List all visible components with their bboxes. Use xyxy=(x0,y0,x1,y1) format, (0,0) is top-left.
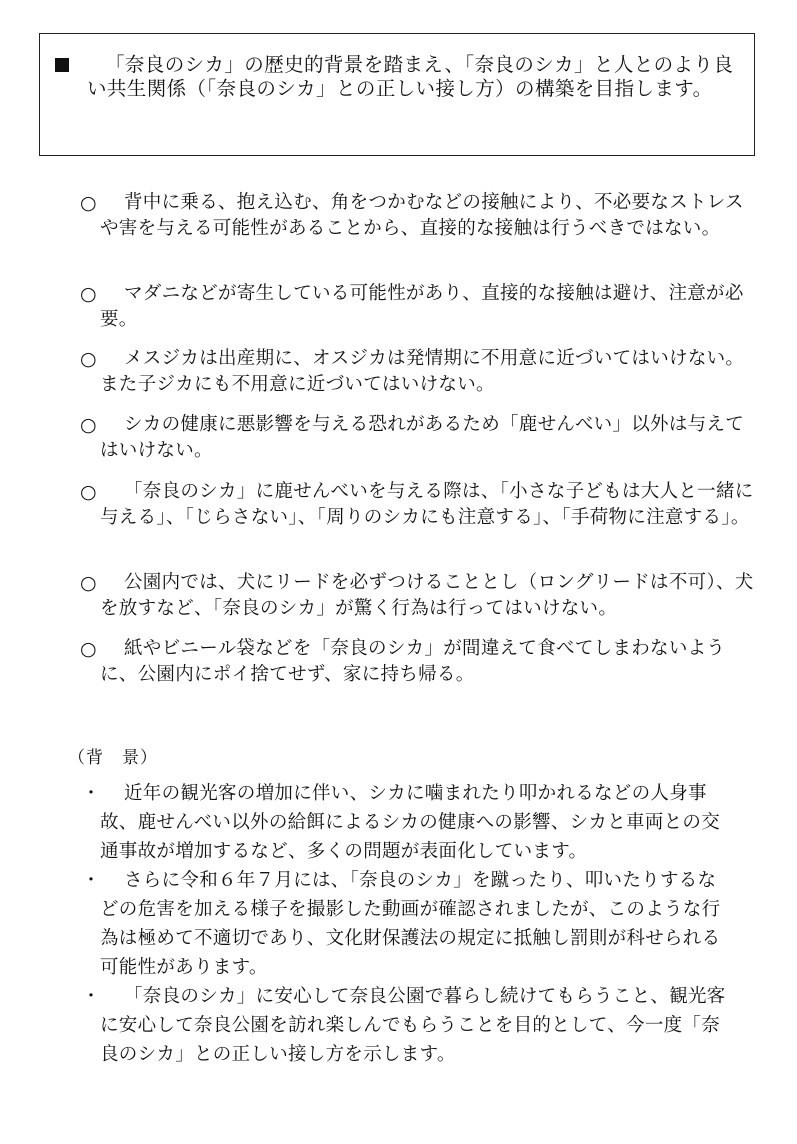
circle-bullet-icon: ○ xyxy=(80,414,97,436)
background-item xyxy=(82,866,732,982)
background-text: 「奈良のシカ」に安心して奈良公園で暮らし続けてもらうこと、観光客に安心して奈良公園を訪れ楽しんでもらうことを目的として、今一度「奈良のシカ」との正しい接し方を示します。 xyxy=(100,986,726,1065)
rule-text: マダニなどが寄生している可能性があり、直接的な接触は避け、注意が必要。 xyxy=(100,283,744,330)
rule-item xyxy=(80,346,760,397)
dot-bullet-icon: ・ xyxy=(82,870,100,891)
circle-bullet-icon: ○ xyxy=(80,192,97,214)
rule-item xyxy=(80,636,760,687)
background-text: 近年の観光客の増加に伴い、シカに噛まれたり叩かれるなどの人身事故、鹿せんべい以外の給餌によるシカの健康への影響、シカと車両との交通事故が増加するなど、多くの問題が表面化しています。 xyxy=(100,783,721,862)
background-item xyxy=(82,982,732,1069)
dot-bullet-icon: ・ xyxy=(82,986,100,1007)
background-item xyxy=(82,779,732,866)
rule-text: 「奈良のシカ」に鹿せんべいを与える際は、「小さな子どもは大人と一緒に与える」、「じらさない」、「周りのシカにも注意する」、「手荷物に注意する」。 xyxy=(100,481,754,528)
rule-item xyxy=(80,281,760,332)
circle-bullet-icon: ○ xyxy=(80,348,97,370)
circle-bullet-icon: ○ xyxy=(80,481,97,503)
dot-bullet-icon: ・ xyxy=(82,783,100,804)
rule-text: 背中に乗る、抱え込む、角をつかむなどの接触により、不必要なストレスや害を与える可能性があることから、直接的な接触は行うべきではない。 xyxy=(100,192,744,239)
rule-text: 紙やビニール袋などを「奈良のシカ」が間違えて食べてしまわないように、公園内にポイ捨てせず、家に持ち帰る。 xyxy=(100,638,726,685)
rule-text: シカの健康に悪影響を与える恐れがあるため「鹿せんべい」以外は与えてはいけない。 xyxy=(100,414,745,461)
rule-text: メスジカは出産期に、オスジカは発情期に不用意に近づいてはいけない。また子ジカにも不用意に近づいてはいけない。 xyxy=(100,348,745,395)
circle-bullet-icon: ○ xyxy=(80,638,97,660)
background-heading: （背 景） xyxy=(68,748,158,768)
circle-bullet-icon: ○ xyxy=(80,572,97,594)
background-text: さらに令和６年７月には、「奈良のシカ」を蹴ったり、叩いたりするなどの危害を加える様子を撮影した動画が確認されましたが、このような行為は極めて不適切であり、文化財保護法の規定に抵触し罰則が科せられる可能性があります。 xyxy=(100,870,721,978)
square-bullet-icon xyxy=(55,58,69,72)
rule-item xyxy=(80,412,760,463)
circle-bullet-icon: ○ xyxy=(80,283,97,305)
rule-item xyxy=(80,479,760,530)
rule-text: 公園内では、犬にリードを必ずつけることとし（ロングリードは不可）、犬を放すなど、「奈良のシカ」が驚く行為は行ってはいけない。 xyxy=(100,572,754,619)
header-text: 「奈良のシカ」の歴史的背景を踏まえ、「奈良のシカ」と人とのより良い共生関係（「奈良のシカ」との正しい接し方）の構築を目指します。 xyxy=(87,53,734,100)
rule-item xyxy=(80,190,760,241)
rule-item xyxy=(80,570,760,621)
